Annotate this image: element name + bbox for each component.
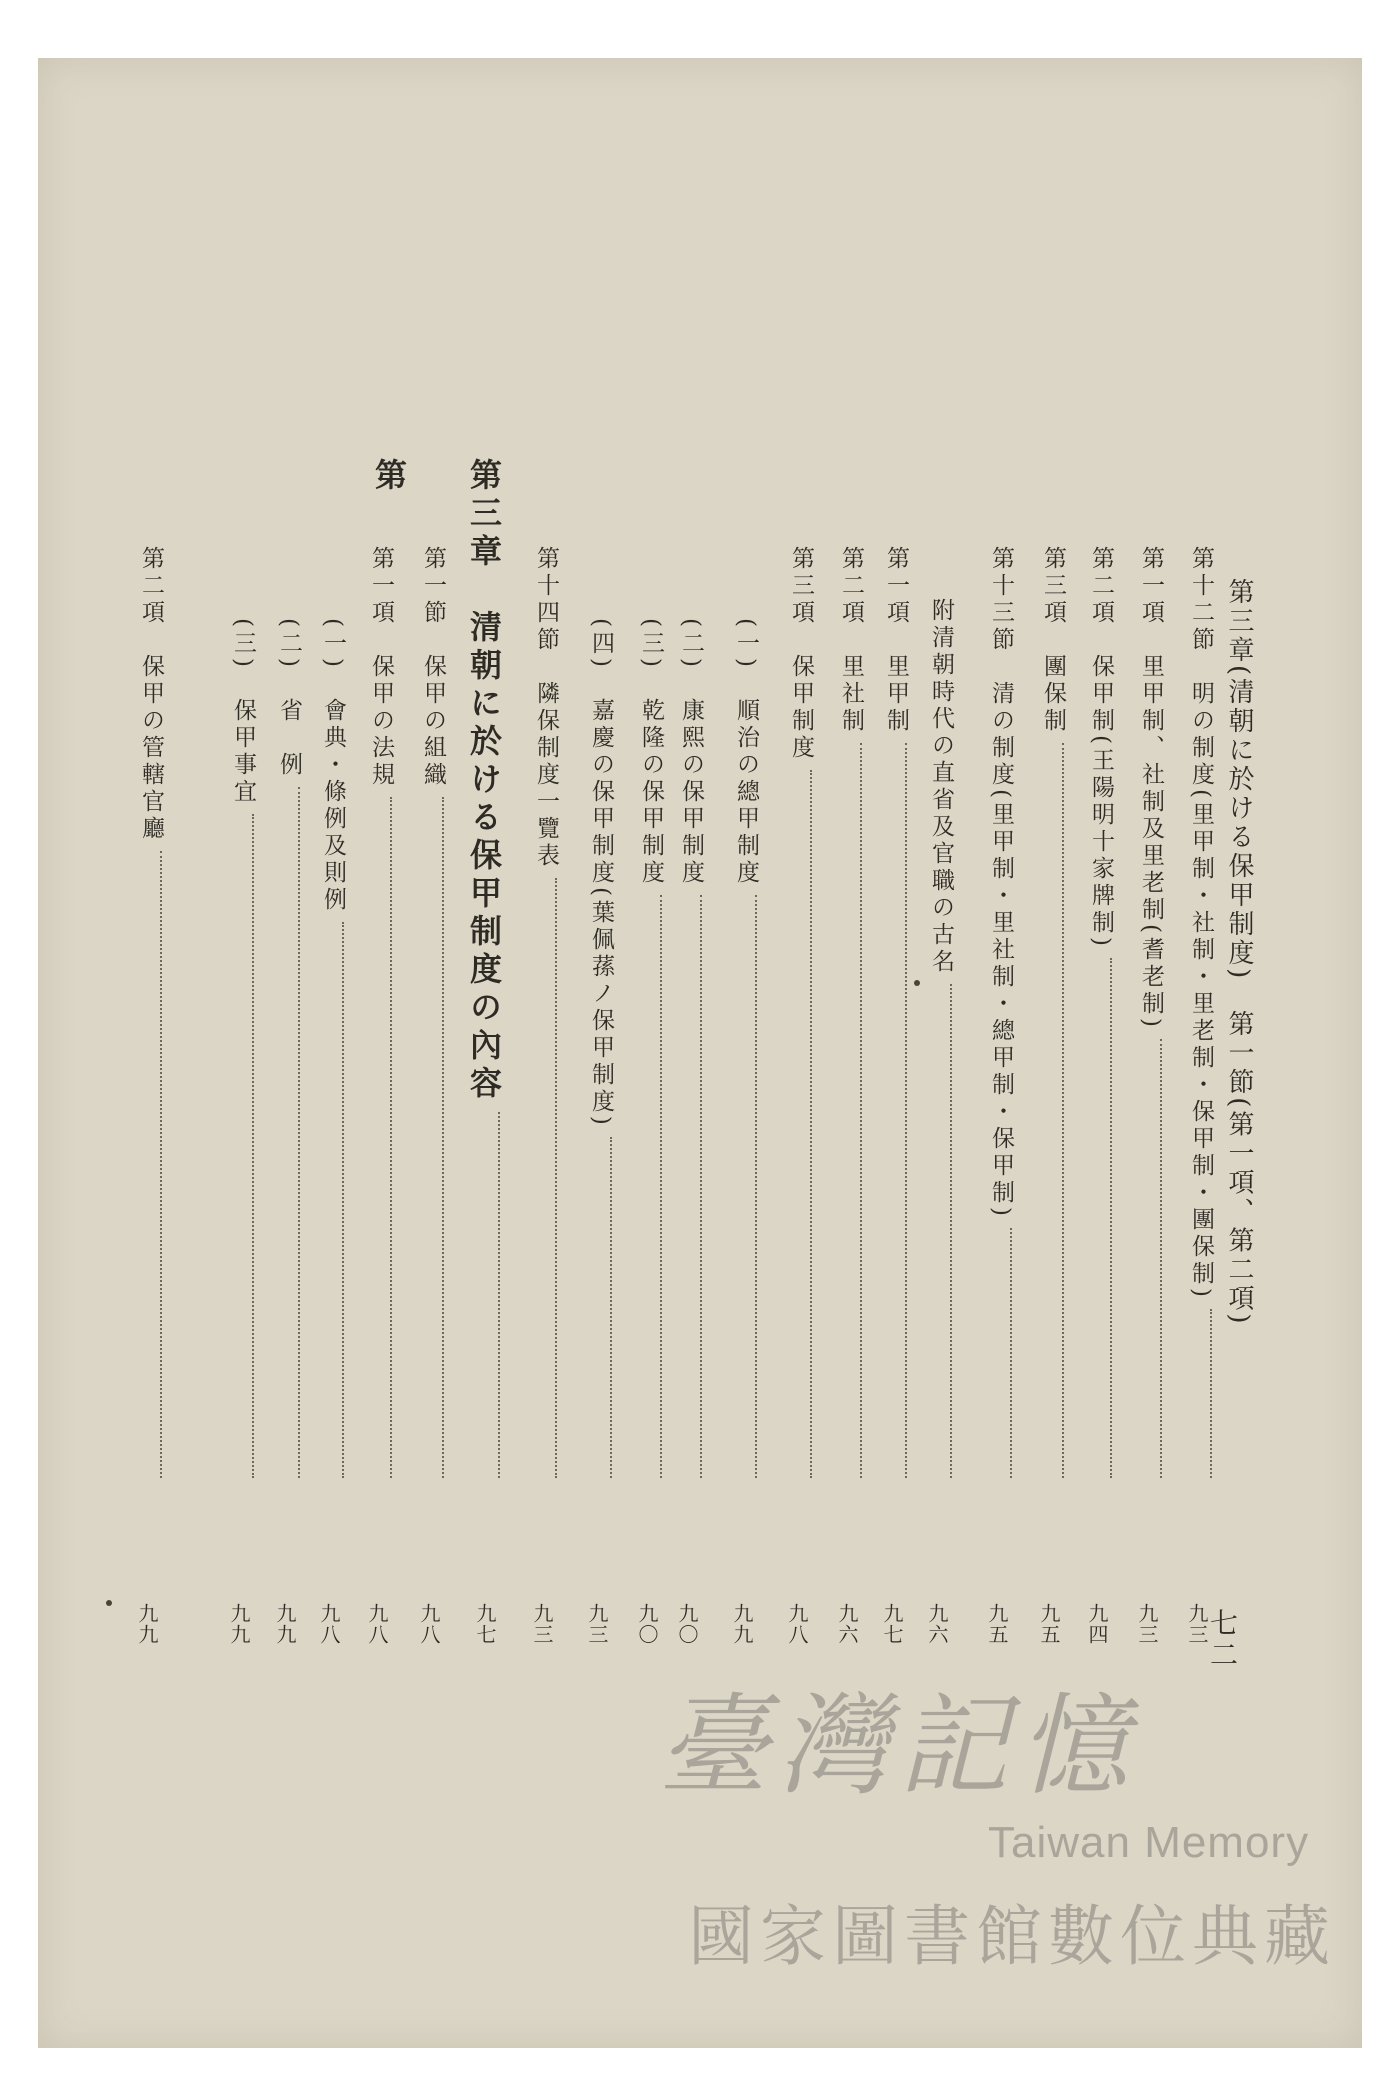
toc-entry-page: 九九 (273, 1603, 297, 1645)
toc-dot-leader (610, 1137, 612, 1478)
toc-entry[interactable] (1037, 546, 1066, 1645)
toc-entry[interactable] (835, 546, 864, 1645)
toc-entry-label: 第十二節 明の制度(里甲制・社制・里老制・保甲制・團保制) (1188, 546, 1214, 1301)
toc-entry[interactable] (317, 618, 346, 1645)
toc-dot-leader (498, 1112, 500, 1478)
toc-dot-leader (950, 984, 952, 1478)
toc-entry-page: 九〇 (635, 1603, 659, 1645)
toc-entry-label: 第二項 保甲制(王陽明十家牌制) (1088, 546, 1114, 950)
toc-entry[interactable] (1135, 546, 1164, 1645)
toc-entry-label: (一) 會典・條例及則例 (320, 618, 346, 914)
toc-entry[interactable] (417, 546, 446, 1645)
print-speck (106, 1600, 112, 1606)
toc-entry-page: 九七 (473, 1603, 497, 1645)
toc-entry-page: 九〇 (675, 1603, 699, 1645)
toc-entry[interactable] (1085, 546, 1114, 1645)
toc-entry-label: (四) 嘉慶の保甲制度(葉佩蓀ノ保甲制度) (588, 618, 614, 1129)
watermark-title: 臺灣記憶 (658, 1682, 1138, 1810)
toc-dot-leader (1062, 743, 1064, 1478)
print-speck (914, 980, 920, 986)
toc-entry[interactable] (273, 618, 302, 1645)
toc-entry[interactable] (585, 618, 614, 1645)
toc-dot-leader (1160, 1039, 1162, 1478)
toc-entry[interactable] (530, 546, 559, 1645)
toc-entry-label: 第一項 里甲制 (883, 546, 909, 735)
toc-dot-leader (860, 743, 862, 1478)
toc-entry[interactable] (675, 618, 704, 1645)
toc-dot-leader (700, 895, 702, 1478)
toc-entry-page: 九八 (785, 1603, 809, 1645)
toc-chapter-entry[interactable] (465, 458, 503, 1645)
toc-entry[interactable] (730, 618, 759, 1645)
book-page (38, 58, 1362, 2048)
toc-dot-leader (298, 787, 300, 1478)
toc-entry-page: 九三 (1135, 1603, 1159, 1645)
toc-entry[interactable] (1185, 546, 1214, 1645)
toc-entry-page: 九八 (317, 1603, 341, 1645)
toc-entry-page: 九九 (730, 1603, 754, 1645)
toc-entry-label: (二) 康熙の保甲制度 (678, 618, 704, 887)
toc-entry-page: 九三 (530, 1603, 554, 1645)
toc-entry-label: 第三章 清朝に於ける保甲制度の內容 (465, 458, 503, 1104)
page-number: 七二 (1206, 1608, 1239, 1672)
toc-entry-page: 九九 (227, 1603, 251, 1645)
toc-dot-leader (1210, 1309, 1212, 1478)
toc-entry-page: 九六 (925, 1603, 949, 1645)
toc-entry-label: 第一項 保甲の法規 (368, 546, 394, 789)
toc-entry[interactable] (365, 546, 394, 1645)
toc-dot-leader (660, 895, 662, 1478)
toc-entry-page: 九五 (1037, 1603, 1061, 1645)
toc-dot-leader (252, 814, 254, 1478)
toc-entry-page: 九四 (1085, 1603, 1109, 1645)
toc-entry-page: 九九 (135, 1603, 159, 1645)
toc-entry-page: 九三 (1185, 1603, 1209, 1645)
toc-dot-leader (160, 851, 162, 1478)
toc-entry-label: 第三項 團保制 (1040, 546, 1066, 735)
toc-entry[interactable] (985, 546, 1014, 1645)
toc-dot-leader (755, 895, 757, 1478)
toc-entry-label: 附清朝時代の直省及官職の古名 (928, 598, 954, 976)
watermark (658, 1658, 1358, 1988)
toc-entry-page: 九七 (880, 1603, 904, 1645)
toc-entry-label: 第十四節 隣保制度一覽表 (533, 546, 559, 870)
toc-entry-label: 第十三節 清の制度(里甲制・里社制・總甲制・保甲制) (988, 546, 1014, 1220)
toc-entry-page: 九六 (835, 1603, 859, 1645)
toc-entry[interactable] (925, 598, 954, 1645)
toc-dot-leader (905, 743, 907, 1478)
toc-dot-leader (555, 878, 557, 1478)
toc-entry-label: (一) 順治の總甲制度 (733, 618, 759, 887)
watermark-subtitle: Taiwan Memory (988, 1818, 1310, 1867)
watermark-org: 國家圖書館數位典藏 (688, 1898, 1336, 1975)
running-title: 第三章(清朝に於ける保甲制度) 第一節(第一項、第二項) (1224, 578, 1254, 1327)
toc-dot-leader (810, 770, 812, 1478)
toc-entry[interactable] (635, 618, 664, 1645)
toc-dot-leader (442, 797, 444, 1478)
toc-entry-label: 第一節 保甲の組織 (420, 546, 446, 789)
toc-entry-label: 第二項 保甲の管轄官廳 (138, 546, 164, 843)
chapter-mark: 第 (370, 458, 408, 490)
toc-dot-leader (390, 797, 392, 1478)
toc-entry[interactable] (135, 546, 164, 1645)
toc-entry[interactable] (880, 546, 909, 1645)
toc-dot-leader (1110, 958, 1112, 1478)
toc-entry-page: 九八 (365, 1603, 389, 1645)
toc-entry-label: (三) 乾隆の保甲制度 (638, 618, 664, 887)
toc-entry-page: 九五 (985, 1603, 1009, 1645)
toc-entry-label: (二) 省 例 (276, 618, 302, 779)
toc-dot-leader (1010, 1228, 1012, 1478)
toc-entry-label: 第三項 保甲制度 (788, 546, 814, 762)
toc-entry-page: 九八 (417, 1603, 441, 1645)
toc-entry-label: 第二項 里社制 (838, 546, 864, 735)
toc-entry[interactable] (227, 618, 256, 1645)
toc-dot-leader (342, 922, 344, 1478)
toc-entry-page: 九三 (585, 1603, 609, 1645)
toc-entry-label: (三) 保甲事宜 (230, 618, 256, 806)
toc-entry-label: 第一項 里甲制、社制及里老制(耆老制) (1138, 546, 1164, 1031)
toc-entry[interactable] (785, 546, 814, 1645)
